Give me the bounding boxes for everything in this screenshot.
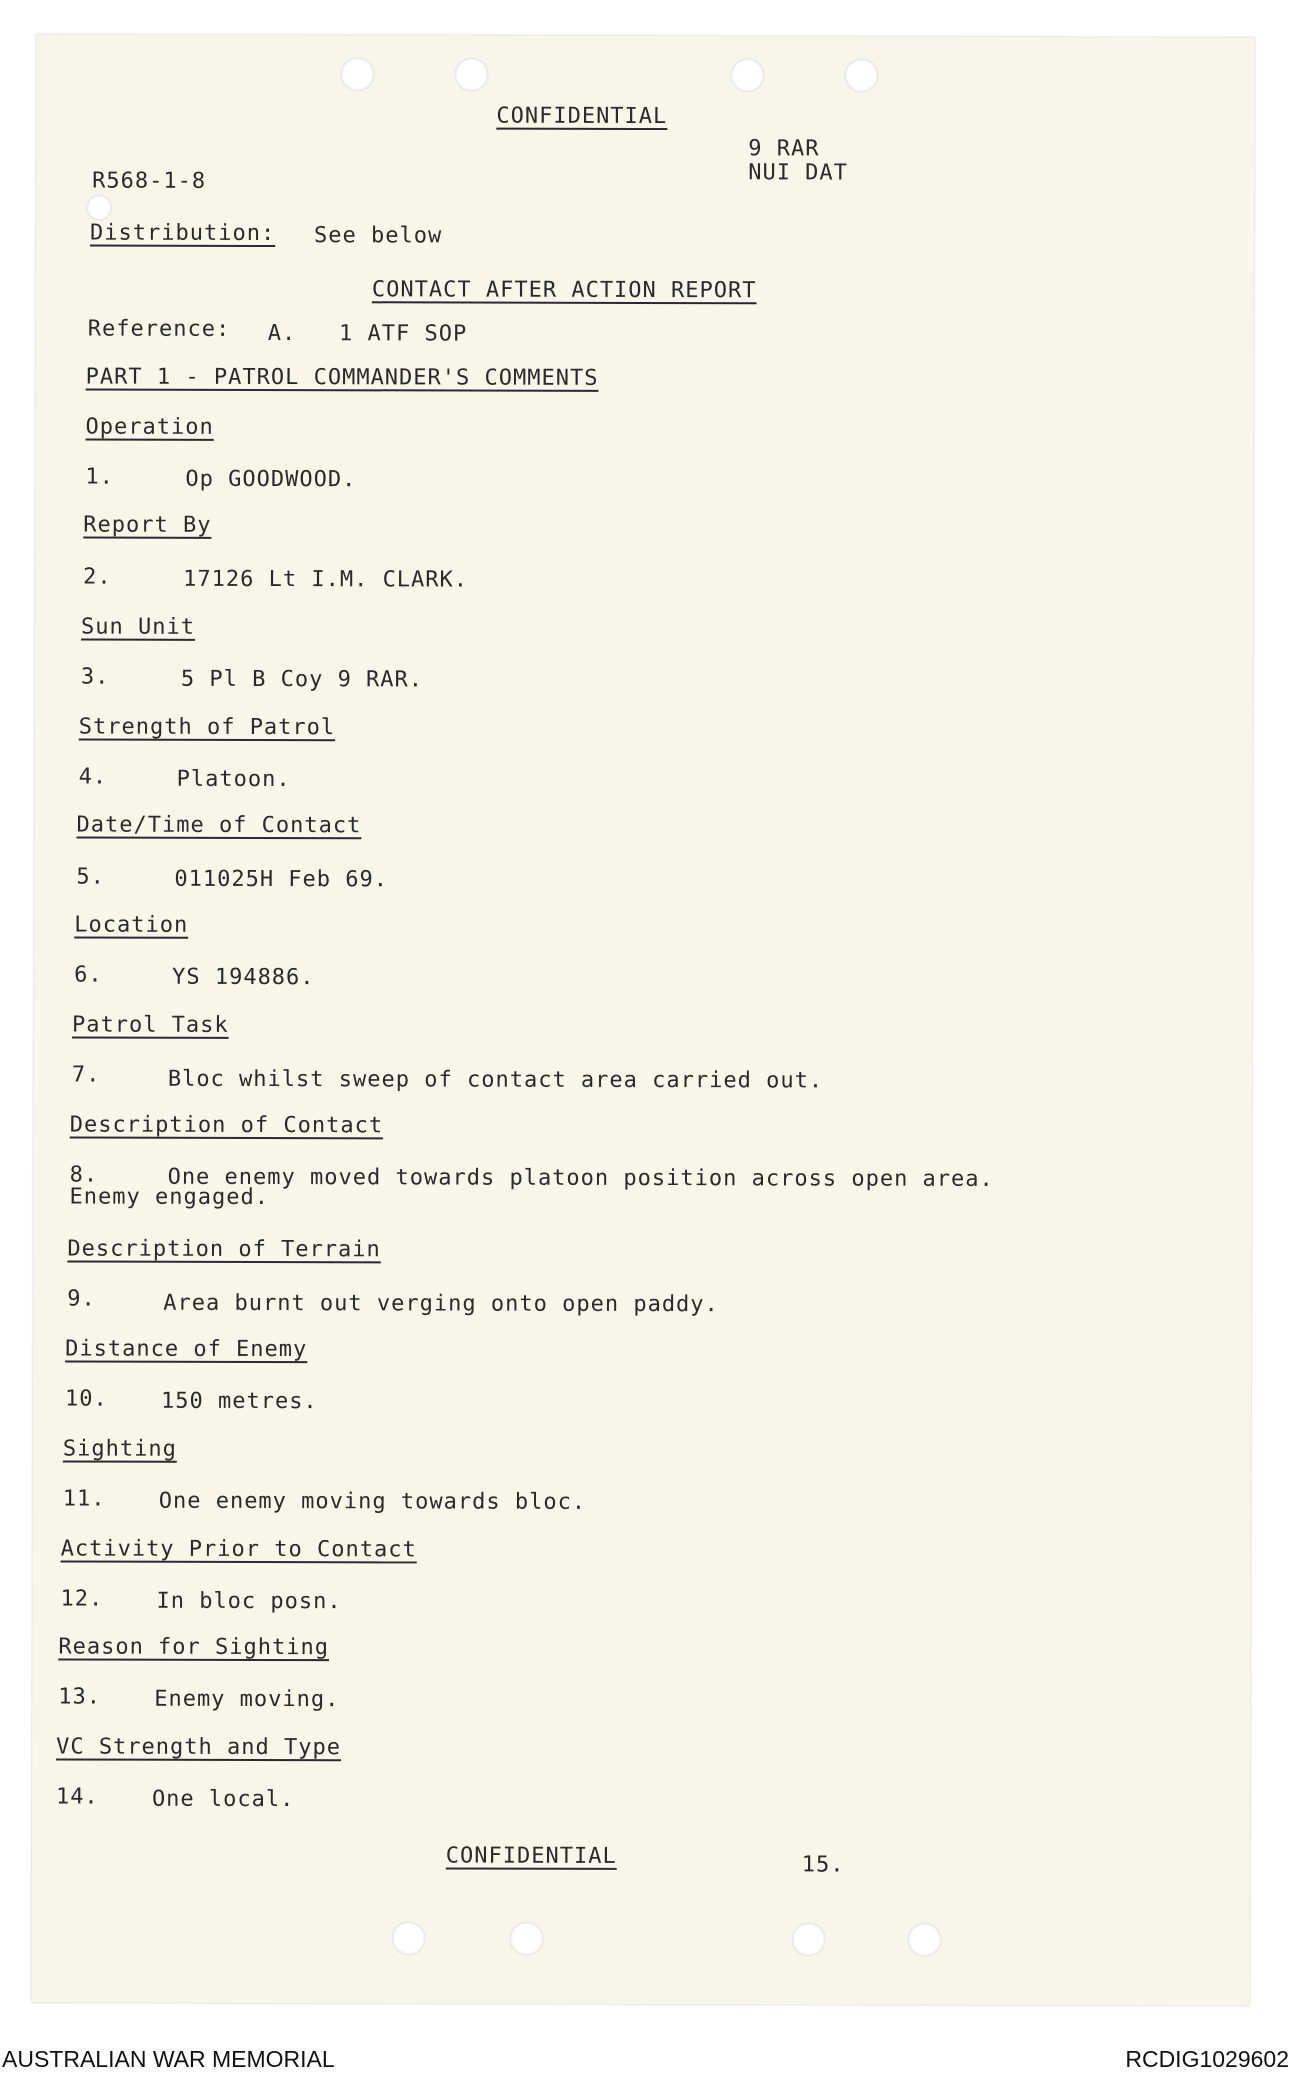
- punch-hole: [844, 59, 878, 93]
- section-heading: Date/Time of Contact: [76, 812, 362, 839]
- paragraph-text: One enemy moved towards platoon position across open area.: [167, 1164, 994, 1192]
- punch-hole: [510, 1922, 544, 1956]
- paragraph-number: 9.: [67, 1286, 96, 1312]
- unit-location: NUI DAT: [748, 160, 848, 186]
- paragraph-number: 10.: [64, 1386, 108, 1412]
- document-page: [31, 34, 1254, 2005]
- section-heading: VC Strength and Type: [56, 1734, 342, 1761]
- archive-institution: AUSTRALIAN WAR MEMORIAL: [2, 2046, 335, 2072]
- punch-hole: [730, 58, 764, 92]
- punch-hole: [908, 1923, 942, 1957]
- paragraph-number: 14.: [55, 1784, 99, 1810]
- paragraph-text: Op GOODWOOD.: [185, 466, 357, 493]
- paragraph-number: 7.: [71, 1062, 101, 1088]
- paragraph-text-continued: Enemy engaged.: [69, 1184, 270, 1211]
- paragraph-text: One local.: [151, 1786, 295, 1813]
- section-heading: Reason for Sighting: [58, 1634, 330, 1661]
- unit-name: 9 RAR: [748, 136, 820, 162]
- section-heading: Activity Prior to Contact: [60, 1536, 417, 1563]
- paragraph-text: Enemy moving.: [154, 1686, 340, 1713]
- page-number: 15.: [801, 1852, 845, 1878]
- section-heading: Description of Terrain: [67, 1236, 381, 1263]
- punch-hole: [792, 1922, 826, 1956]
- paragraph-text: 5 Pl B Coy 9 RAR.: [180, 666, 424, 693]
- section-heading: Sighting: [62, 1436, 177, 1462]
- paragraph-text: One enemy moving towards bloc.: [158, 1488, 587, 1515]
- paragraph-number: 11.: [62, 1486, 106, 1512]
- file-reference: R568-1-8: [92, 168, 207, 194]
- paragraph-text: 17126 Lt I.M. CLARK.: [183, 566, 469, 593]
- paragraph-number: 5.: [76, 864, 105, 890]
- classification-bottom: CONFIDENTIAL: [445, 1843, 617, 1869]
- reference-value: A. 1 ATF SOP: [267, 321, 468, 347]
- paragraph-number: 12.: [60, 1586, 104, 1612]
- classification-top: CONFIDENTIAL: [496, 103, 668, 130]
- paragraph-text: 150 metres.: [160, 1388, 318, 1415]
- paragraph-text: In bloc posn.: [156, 1588, 342, 1615]
- section-heading: Report By: [83, 512, 212, 538]
- part-heading: PART 1 - PATROL COMMANDER'S COMMENTS: [85, 364, 599, 391]
- paragraph-number: 6.: [74, 962, 103, 988]
- paragraph-text: Bloc whilst sweep of contact area carried out.: [167, 1066, 824, 1094]
- section-heading: Location: [74, 912, 189, 938]
- paragraph-number: 4.: [78, 764, 108, 790]
- paragraph-text: 011025H Feb 69.: [174, 866, 389, 893]
- distribution-value: See below: [314, 223, 443, 249]
- paragraph-text: Area burnt out verging onto open paddy.: [163, 1290, 719, 1318]
- section-heading: Description of Contact: [69, 1112, 384, 1139]
- section-heading: Patrol Task: [71, 1012, 229, 1038]
- punch-hole: [340, 57, 374, 91]
- distribution-label: Distribution:: [90, 220, 276, 247]
- section-heading: Strength of Patrol: [78, 714, 336, 741]
- section-heading: Operation: [85, 414, 214, 440]
- punch-hole: [392, 1921, 426, 1955]
- punch-hole: [454, 58, 488, 92]
- paragraph-text: Platoon.: [176, 766, 291, 793]
- paragraph-number: 13.: [58, 1684, 102, 1710]
- punch-hole: [86, 195, 112, 221]
- paragraph-number: 8.: [69, 1162, 99, 1188]
- archive-item-id: RCDIG1029602: [1125, 2046, 1289, 2072]
- reference-label: Reference:: [87, 316, 231, 342]
- paragraph-number: 3.: [80, 664, 110, 690]
- section-heading: Sun Unit: [80, 614, 196, 640]
- section-heading: Distance of Enemy: [65, 1336, 308, 1363]
- report-title: CONTACT AFTER ACTION REPORT: [371, 277, 757, 304]
- paragraph-text: YS 194886.: [172, 964, 315, 991]
- paragraph-number: 1.: [85, 464, 114, 490]
- paragraph-number: 2.: [83, 564, 112, 590]
